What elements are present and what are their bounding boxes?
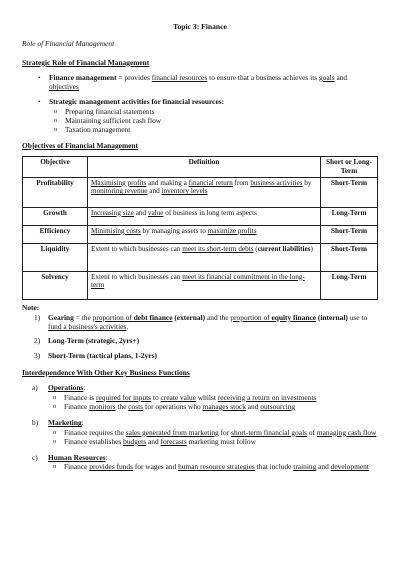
strategic-activities-sublist <box>49 107 378 135</box>
objectives-heading: Objectives of Financial Management <box>22 140 138 150</box>
definition-cell: Minimising costs by managing assets to maximize profits <box>88 225 321 243</box>
list-item: o Finance provides funds for wages and human resource strategies that include training and development <box>64 462 378 471</box>
list-item: 3) Short-Term (tactical plans, 1-2yrs) <box>34 350 157 360</box>
list-item: o Taxation management <box>65 125 378 134</box>
strategic-role-heading: Strategic Role of Financial Management <box>22 57 150 67</box>
objective-cell: Growth <box>23 207 88 225</box>
definition-cell: Extent to which businesses can meet its financial commitment in the long-term <box>88 271 321 299</box>
objective-cell: Solvency <box>23 271 88 299</box>
objective-cell: Liquidity <box>23 243 88 271</box>
objective-cell: Efficiency <box>23 225 88 243</box>
definition-cell: Maximising profits and making a financial return from business activities by monitoring revenue and inventory levels <box>88 177 321 207</box>
list-item: o Finance establishes budgets and forecasts marketing must follow <box>64 437 378 446</box>
finance-management-bullet: • Finance management = provides financial resources to ensure that a business achieves its goals and objectives <box>49 73 378 92</box>
term-cell: Short-Term <box>321 225 378 243</box>
interdependence-heading: Interdependence With Other Key Business Functions <box>22 368 190 378</box>
objective-cell: Profitability <box>23 177 88 207</box>
list-item: o Maintaining sufficient cash flow <box>65 116 378 125</box>
interdependence-list <box>22 383 378 471</box>
term-cell: Long-Term <box>321 207 378 225</box>
note-list <box>22 313 378 360</box>
document-subtitle: Role of Financial Management <box>22 39 115 49</box>
definition-cell: Increasing size and value of business in long term aspects <box>88 207 321 225</box>
list-item: o Finance requires the sales generated from marketing for short-term financial goals of managing cash flow <box>64 428 378 437</box>
operations-section: a) Operations: o Finance is required for inputs to create value whilst receiving a return on investments o Finance monitors the costs for operations who manages stock and outsourcing <box>48 383 378 411</box>
term-cell: Long-Term <box>321 271 378 299</box>
column-header-objective: Objective <box>23 156 88 177</box>
strategic-activities-bullet: • Strategic management activities for financial resources: o Preparing financial statements o Maintaining sufficient cash flow o Taxation management <box>49 97 378 134</box>
column-header-definition: Definition <box>88 156 321 177</box>
table-row <box>23 177 378 207</box>
marketing-section: b) Marketing: o Finance requires the sales generated from marketing for short-term financial goals of managing cash flow o Finance establishes budgets and forecasts marketing must follow <box>48 418 378 446</box>
list-item: 1) Gearing = the proportion of debt finance (external) and the proportion of equity finance (internal) use to fund a business's activities. <box>34 312 368 332</box>
definition-cell: Extent to which businesses can meet its short-term debts (current liabilities) <box>88 243 321 271</box>
term-cell: Short-Term <box>321 177 378 207</box>
document-title: Topic 3: Finance <box>173 22 227 31</box>
term-cell: Short-Term <box>321 243 378 271</box>
table-row <box>23 271 378 299</box>
note-label: Note: <box>22 302 40 312</box>
table-row <box>23 207 378 225</box>
list-item: 2) Long-Term (strategic, 2yrs+) <box>34 336 140 346</box>
human-resources-section: c) Human Resources: o Finance provides funds for wages and human resource strategies that include training and development <box>48 453 378 472</box>
strategic-role-list <box>22 73 378 135</box>
table-header-row <box>23 156 378 177</box>
list-item: o Finance monitors the costs for operations who manages stock and outsourcing <box>64 402 378 411</box>
list-item: o Preparing financial statements <box>65 107 378 116</box>
column-header-term: Short or Long-Term <box>321 156 378 177</box>
table-row <box>23 243 378 271</box>
table-row <box>23 225 378 243</box>
list-item: o Finance is required for inputs to create value whilst receiving a return on investments <box>64 393 378 402</box>
objectives-table <box>22 156 378 300</box>
